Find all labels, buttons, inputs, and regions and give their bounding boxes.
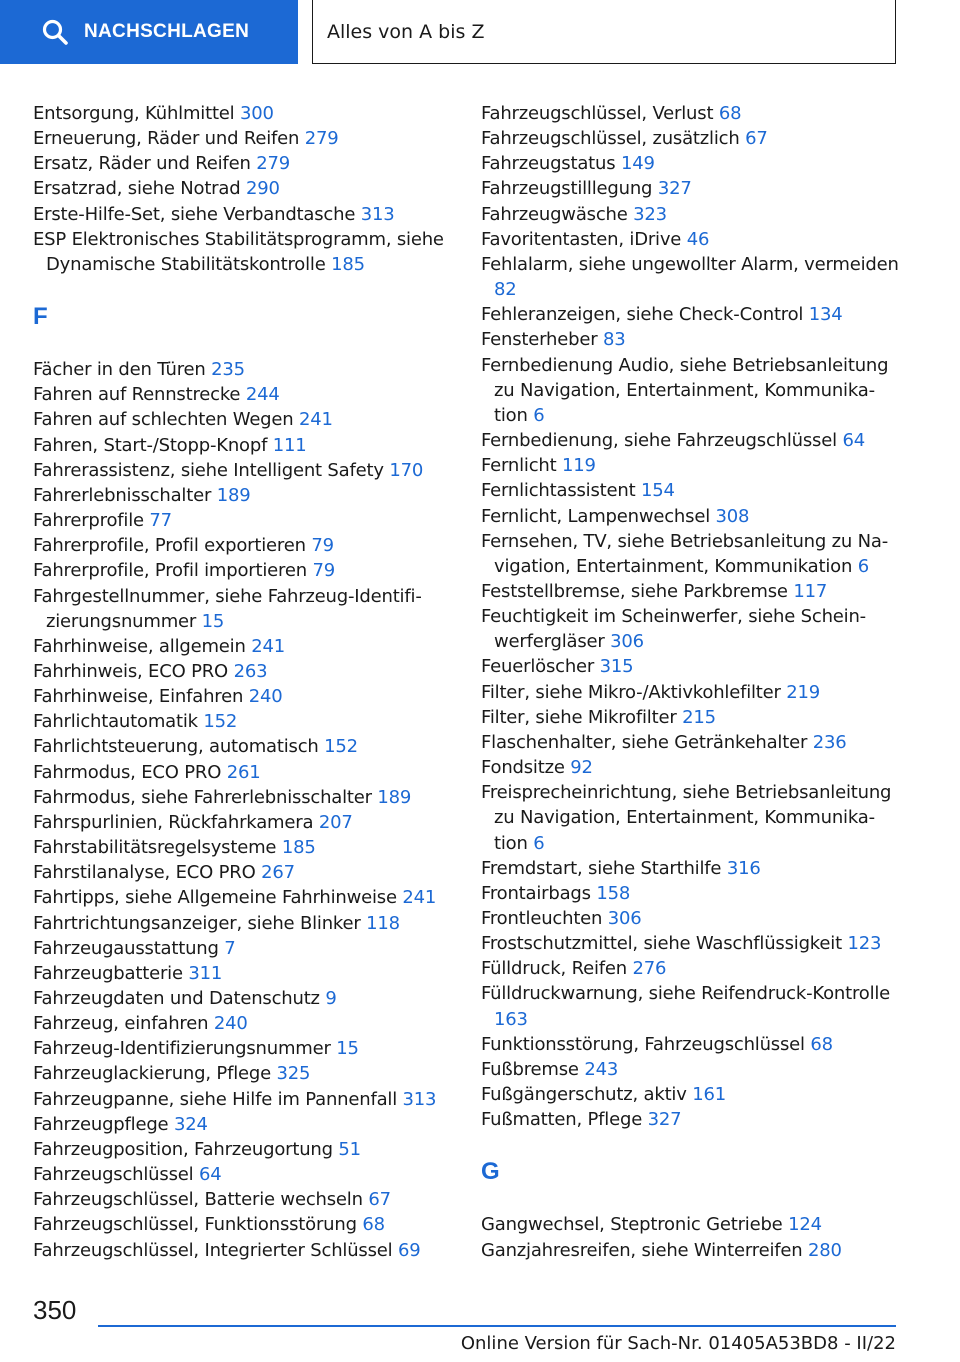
index-entry — [33, 936, 453, 961]
index-entry — [481, 881, 901, 906]
index-entry — [33, 1011, 453, 1036]
index-entry — [33, 1036, 453, 1061]
index-page-link[interactable]: 313 — [360, 203, 395, 225]
index-entry — [481, 604, 901, 654]
index-page-link[interactable]: 9 — [325, 988, 337, 1009]
index-entry-text: Fahren auf schlechten Wegen — [33, 409, 294, 431]
index-entry — [481, 353, 901, 428]
index-page-link[interactable]: 189 — [377, 786, 412, 808]
index-page-link[interactable]: 263 — [233, 660, 268, 682]
index-entry — [481, 705, 901, 730]
index-page-link[interactable]: 241 — [251, 635, 285, 657]
index-entry-text: Fahrerassistenz, siehe Intelligent Safety — [33, 459, 384, 481]
index-page-link[interactable]: 67 — [368, 1189, 391, 1211]
index-page-link[interactable]: 327 — [657, 178, 692, 200]
index-entry-text: Fahrerprofile, Profil importieren — [33, 560, 307, 582]
index-entry — [33, 810, 453, 835]
index-entry — [33, 176, 453, 201]
index-entry-text: Fahrtrichtungsanzeiger, siehe Blinker — [33, 912, 361, 934]
index-page-link[interactable]: 111 — [272, 434, 307, 456]
index-page-link[interactable]: 15 — [336, 1038, 359, 1060]
index-page-link[interactable]: 244 — [245, 384, 280, 406]
index-entry — [33, 508, 453, 533]
index-entry-text: Ganzjahresreifen, siehe Winterreifen — [481, 1239, 803, 1261]
index-page-link[interactable]: 316 — [726, 857, 761, 879]
index-entry — [481, 126, 901, 151]
index-page-link[interactable]: 7 — [224, 937, 236, 959]
index-entry — [33, 407, 453, 432]
index-entry — [33, 961, 453, 986]
index-entry-text: Fahrzeug-Identifizierungsnummer — [33, 1038, 331, 1060]
index-entry — [33, 126, 453, 151]
index-entry — [33, 1137, 453, 1162]
index-entry — [481, 755, 901, 780]
index-entry-text: Flaschenhalter, siehe Getränkehalter — [481, 731, 808, 753]
index-entry — [33, 357, 453, 382]
index-page-link[interactable]: 79 — [312, 560, 335, 582]
index-page-link[interactable]: 68 — [362, 1214, 385, 1236]
index-entry-text: Fahrzeugschlüssel — [33, 1164, 194, 1186]
index-entry-text: Ersatz, Räder und Reifen — [33, 153, 251, 175]
index-entry-text: Fahrerprofile, Profil exportieren — [33, 535, 306, 557]
index-entry — [481, 252, 901, 302]
index-page-link[interactable]: 158 — [596, 882, 631, 904]
index-entry — [33, 835, 453, 860]
index-entry-text: Fußmatten, Pflege — [481, 1109, 643, 1131]
index-entry — [481, 856, 901, 881]
index-entry-text: Fahren auf Rennstrecke — [33, 384, 241, 406]
index-entry-text: ESP Elektronisches Stabilitätsprogramm, siehe Dynamische Stabilitätskontrolle — [33, 228, 444, 275]
index-entry — [33, 885, 453, 910]
index-entry — [33, 458, 453, 483]
index-entry-text: Fahrzeugschlüssel, Integrierter Schlüssel — [33, 1239, 393, 1261]
index-entry — [481, 101, 901, 126]
index-page-link[interactable]: 152 — [203, 711, 238, 733]
index-entry-text: Feuerlöscher — [481, 656, 595, 678]
index-page-link[interactable]: 207 — [318, 811, 353, 833]
index-entry — [33, 433, 453, 458]
footer-online-version: Online Version für Sach-Nr. 01405A53BD8 - II/22 — [460, 1333, 896, 1354]
index-entry-text: Fülldruck, Reifen — [481, 958, 627, 980]
index-entry-text: Fahrgestellnummer, siehe Fahrzeug-Identifizierungsnummer — [33, 585, 422, 632]
index-page-link[interactable]: 185 — [281, 837, 316, 859]
index-entry — [481, 176, 901, 201]
index-entry-text: Fahrmodus, siehe Fahrerlebnisschalter — [33, 786, 372, 808]
index-page-link[interactable]: 327 — [647, 1109, 682, 1131]
index-entry — [481, 780, 901, 855]
nachschlagen-tab[interactable] — [0, 0, 298, 64]
index-entry-text: Fahrerlebnisschalter — [33, 484, 212, 506]
index-entry-text: Filter, siehe Mikro-/Aktivkohlefilter — [481, 681, 781, 703]
index-page-link[interactable]: 170 — [389, 459, 424, 481]
index-entry-text: Fahrzeugschlüssel, zusätzlich — [481, 128, 740, 150]
index-page-link[interactable]: 68 — [718, 103, 742, 124]
index-entry-text: Fahrlichtsteuerung, automatisch — [33, 736, 319, 758]
index-page-link[interactable]: 6 — [533, 404, 545, 426]
index-entry — [33, 684, 453, 709]
index-page-link[interactable]: 236 — [812, 731, 847, 753]
index-page-link[interactable]: 161 — [692, 1084, 726, 1106]
index-entry-text: Fülldruckwarnung, siehe Reifendruck-Kontrolle — [481, 983, 891, 1005]
index-entry-text: Filter, siehe Mikrofilter — [481, 706, 677, 728]
index-page-link[interactable]: 82 — [494, 279, 517, 301]
index-entry-text: Fernbedienung Audio, siehe Betriebsanleitung zu Navigation, Entertainment, Kommunikation — [481, 354, 889, 426]
index-entry — [481, 680, 901, 705]
index-page-link[interactable]: 6 — [533, 832, 545, 854]
index-entry-text: Fahrzeugschlüssel, Verlust — [481, 103, 714, 124]
index-entry-text: Fernlicht — [481, 455, 557, 477]
search-icon — [40, 17, 70, 47]
index-entry-text: Fahrzeug, einfahren — [33, 1013, 209, 1035]
index-entry — [481, 202, 901, 227]
index-entry — [481, 654, 901, 679]
index-entry-text: Fahren, Start-/Stopp-Knopf — [33, 434, 268, 456]
index-entry — [481, 504, 901, 529]
index-page-link[interactable]: 68 — [810, 1033, 833, 1055]
index-entry — [33, 734, 453, 759]
index-entry — [33, 533, 453, 558]
index-entry — [33, 1187, 453, 1212]
index-entry-text: Fahrzeugschlüssel, Batterie wechseln — [33, 1189, 363, 1211]
index-page-link[interactable]: 315 — [599, 656, 634, 678]
index-entry-text: Fahrzeugposition, Fahrzeugortung — [33, 1138, 333, 1160]
index-column-left — [33, 101, 453, 1263]
index-entry-text: Fernlichtassistent — [481, 480, 636, 502]
index-entry — [33, 1162, 453, 1187]
index-entry-text: Fahrzeugstilllegung — [481, 178, 653, 200]
index-entry-text: Freisprecheinrichtung, siehe Betriebsanleitung zu Navigation, Entertainment, Kommunikation — [481, 782, 892, 854]
index-page-link[interactable]: 134 — [808, 304, 843, 326]
index-page-link[interactable]: 323 — [633, 203, 667, 225]
index-page-link[interactable]: 185 — [331, 253, 365, 275]
index-entry — [481, 302, 901, 327]
index-page-link[interactable]: 311 — [188, 962, 223, 984]
index-entry-text: Fahrspurlinien, Rückfahrkamera — [33, 811, 314, 833]
index-entry-text: Fahrzeugausstattung — [33, 937, 219, 959]
index-entry — [33, 659, 453, 684]
index-page-link[interactable]: 117 — [793, 580, 828, 602]
index-entry — [481, 227, 901, 252]
index-letter-heading: F — [33, 303, 48, 331]
index-page-link[interactable]: 306 — [610, 631, 644, 653]
index-entry-text: Fächer in den Türen — [33, 359, 206, 381]
index-entry — [33, 151, 453, 176]
index-entry-text: Fahrzeugpflege — [33, 1113, 169, 1135]
index-entry-text: Fahrlichtautomatik — [33, 711, 198, 733]
index-entry — [33, 785, 453, 810]
index-entry — [481, 453, 901, 478]
section-title-text: Alles von A bis Z — [327, 20, 485, 43]
index-entry-text: Fußbremse — [481, 1058, 579, 1080]
index-page-link[interactable]: 241 — [299, 409, 333, 431]
index-entry-text: Frontairbags — [481, 882, 591, 904]
index-entry-text: Fußgängerschutz, aktiv — [481, 1084, 687, 1106]
index-page-link[interactable]: 15 — [201, 610, 225, 632]
index-entry-text: Fernlicht, Lampenwechsel — [481, 505, 710, 527]
index-entry — [33, 558, 453, 583]
index-page-link[interactable]: 279 — [256, 153, 290, 175]
index-entry — [33, 911, 453, 936]
index-page-link[interactable]: 77 — [149, 510, 172, 532]
index-entry — [481, 1212, 901, 1237]
index-page-link[interactable]: 67 — [745, 128, 768, 150]
index-page-link[interactable]: 83 — [602, 329, 626, 351]
index-entry — [33, 202, 453, 227]
index-page-link[interactable]: 123 — [847, 933, 882, 955]
index-page-link[interactable]: 325 — [276, 1063, 311, 1085]
index-entry-text: Fremdstart, siehe Starthilfe — [481, 857, 722, 879]
index-entry — [33, 986, 453, 1011]
index-entry — [481, 1238, 901, 1263]
index-entry-text: Fernbedienung, siehe Fahrzeugschlüssel — [481, 430, 837, 452]
index-entry-text: Erneuerung, Räder und Reifen — [33, 128, 300, 150]
index-page-link[interactable]: 189 — [216, 484, 251, 506]
index-entry-text: Fernsehen, TV, siehe Betriebsanleitung zu Navigation, Entertainment, Kommunikation — [481, 530, 889, 577]
index-page-link[interactable]: 219 — [786, 681, 821, 703]
index-page-link[interactable]: 124 — [788, 1214, 822, 1236]
index-page-link[interactable]: 154 — [641, 480, 675, 502]
tab-label: NACHSCHLAGEN — [84, 21, 250, 42]
index-entry — [33, 101, 453, 126]
index-entry — [481, 151, 901, 176]
index-letter-heading: G — [481, 1158, 500, 1186]
index-entry-text: Feuchtigkeit im Scheinwerfer, siehe Scheinwerfergläser — [481, 606, 867, 653]
index-page-link[interactable]: 152 — [324, 736, 358, 758]
index-entry-text: Fahrerprofile — [33, 510, 144, 532]
index-entry-text: Entsorgung, Kühlmittel — [33, 103, 235, 124]
index-entry — [33, 584, 453, 634]
index-entry — [33, 1238, 453, 1263]
index-entry-text: Fahrzeugbatterie — [33, 962, 183, 984]
index-entry-text: Fensterheber — [481, 329, 598, 351]
index-entry — [481, 730, 901, 755]
index-entry-text: Fahrzeugwäsche — [481, 203, 628, 225]
index-page-link[interactable]: 64 — [842, 430, 865, 452]
index-page-link[interactable]: 324 — [173, 1113, 208, 1135]
index-entry — [33, 483, 453, 508]
index-entry — [33, 382, 453, 407]
index-entry-text: Fondsitze — [481, 757, 565, 779]
index-entry — [481, 327, 901, 352]
index-page-link[interactable]: 119 — [562, 455, 596, 477]
index-entry-text: Fahrtipps, siehe Allgemeine Fahrhinweise — [33, 887, 397, 909]
index-column-right — [481, 101, 901, 1263]
index-page-link[interactable]: 261 — [226, 761, 261, 783]
index-page-link[interactable]: 6 — [857, 555, 869, 577]
index-page-link[interactable]: 118 — [366, 912, 400, 934]
index-entry-text: Gangwechsel, Steptronic Getriebe — [481, 1214, 783, 1236]
index-entry — [33, 709, 453, 734]
index-entry-text: Fahrstabilitätsregelsysteme — [33, 837, 277, 859]
index-page-link[interactable]: 163 — [494, 1008, 528, 1030]
index-page-link[interactable]: 51 — [338, 1138, 361, 1160]
index-entry-text: Fahrstilanalyse, ECO PRO — [33, 862, 256, 884]
index-entry-text: Fahrzeuglackierung, Pflege — [33, 1063, 271, 1085]
index-entry — [481, 1107, 901, 1132]
index-entry — [481, 906, 901, 931]
index-page-link[interactable]: 267 — [261, 862, 295, 884]
index-entry — [33, 634, 453, 659]
index-entry-text: Favoritentasten, iDrive — [481, 228, 682, 250]
index-entry-text: Ersatzrad, siehe Notrad — [33, 178, 241, 200]
index-entry-text: Fahrzeugschlüssel, Funktionsstörung — [33, 1214, 357, 1236]
index-page-link[interactable]: 235 — [211, 359, 245, 381]
index-entry — [481, 478, 901, 503]
index-entry-text: Fehleranzeigen, siehe Check-Control — [481, 304, 804, 326]
index-entry — [33, 1087, 453, 1112]
index-entry-text: Funktionsstörung, Fahrzeugschlüssel — [481, 1033, 805, 1055]
index-entry — [481, 1032, 901, 1057]
index-page-link[interactable]: 149 — [620, 153, 655, 175]
index-entry-text: Frontleuchten — [481, 908, 603, 929]
index-page-link[interactable]: 64 — [198, 1164, 222, 1186]
index-entry — [481, 428, 901, 453]
index-page-link[interactable]: 243 — [584, 1058, 619, 1080]
index-page-link[interactable]: 240 — [213, 1013, 248, 1035]
index-entry — [481, 579, 901, 604]
index-entry-text: Fahrhinweis, ECO PRO — [33, 660, 229, 682]
index-page-link[interactable]: 276 — [632, 958, 667, 980]
index-entry — [33, 1112, 453, 1137]
page-number: 350 — [33, 1295, 77, 1325]
index-page-link[interactable]: 306 — [607, 908, 642, 929]
index-entry — [33, 1212, 453, 1237]
index-entry-text: Fehlalarm, siehe ungewollter Alarm, vermeiden — [481, 253, 899, 275]
index-entry-text: Fahrzeugpanne, siehe Hilfe im Pannenfall — [33, 1088, 398, 1110]
index-page-link[interactable]: 280 — [808, 1239, 842, 1261]
index-page-link[interactable]: 300 — [240, 103, 274, 124]
index-page-link[interactable]: 69 — [397, 1239, 421, 1261]
index-entry — [33, 860, 453, 885]
index-page-link[interactable]: 79 — [311, 535, 334, 557]
index-page-link[interactable]: 313 — [402, 1088, 437, 1110]
index-page-link[interactable]: 92 — [570, 757, 593, 779]
index-entry — [33, 1061, 453, 1086]
index-page-link[interactable]: 279 — [304, 128, 339, 150]
index-entry-text: Erste-Hilfe-Set, siehe Verbandtasche — [33, 203, 356, 225]
index-entry — [33, 227, 453, 277]
index-entry-text: Fahrmodus, ECO PRO — [33, 761, 222, 783]
index-entry-text: Fahrhinweise, Einfahren — [33, 686, 244, 708]
index-entry — [481, 1082, 901, 1107]
index-entry — [33, 760, 453, 785]
index-entry-text: Fahrhinweise, allgemein — [33, 635, 246, 657]
index-entry — [481, 529, 901, 579]
index-entry-text: Fahrzeugdaten und Datenschutz — [33, 988, 320, 1009]
footer-divider — [98, 1325, 896, 1327]
index-page-link[interactable]: 290 — [245, 178, 280, 200]
index-page-link[interactable]: 215 — [682, 706, 716, 728]
index-entry-text: Frostschutzmittel, siehe Waschflüssigkeit — [481, 933, 842, 955]
index-entry-text: Feststellbremse, siehe Parkbremse — [481, 580, 788, 602]
index-page-link[interactable]: 308 — [715, 505, 750, 527]
index-entry — [481, 981, 901, 1031]
index-entry — [481, 931, 901, 956]
section-title — [312, 0, 896, 64]
index-entry — [481, 1057, 901, 1082]
index-page-link[interactable]: 241 — [402, 887, 437, 909]
index-page-link[interactable]: 46 — [686, 228, 710, 250]
index-entry — [481, 956, 901, 981]
index-entry-text: Fahrzeugstatus — [481, 153, 616, 175]
index-page-link[interactable]: 240 — [248, 686, 283, 708]
